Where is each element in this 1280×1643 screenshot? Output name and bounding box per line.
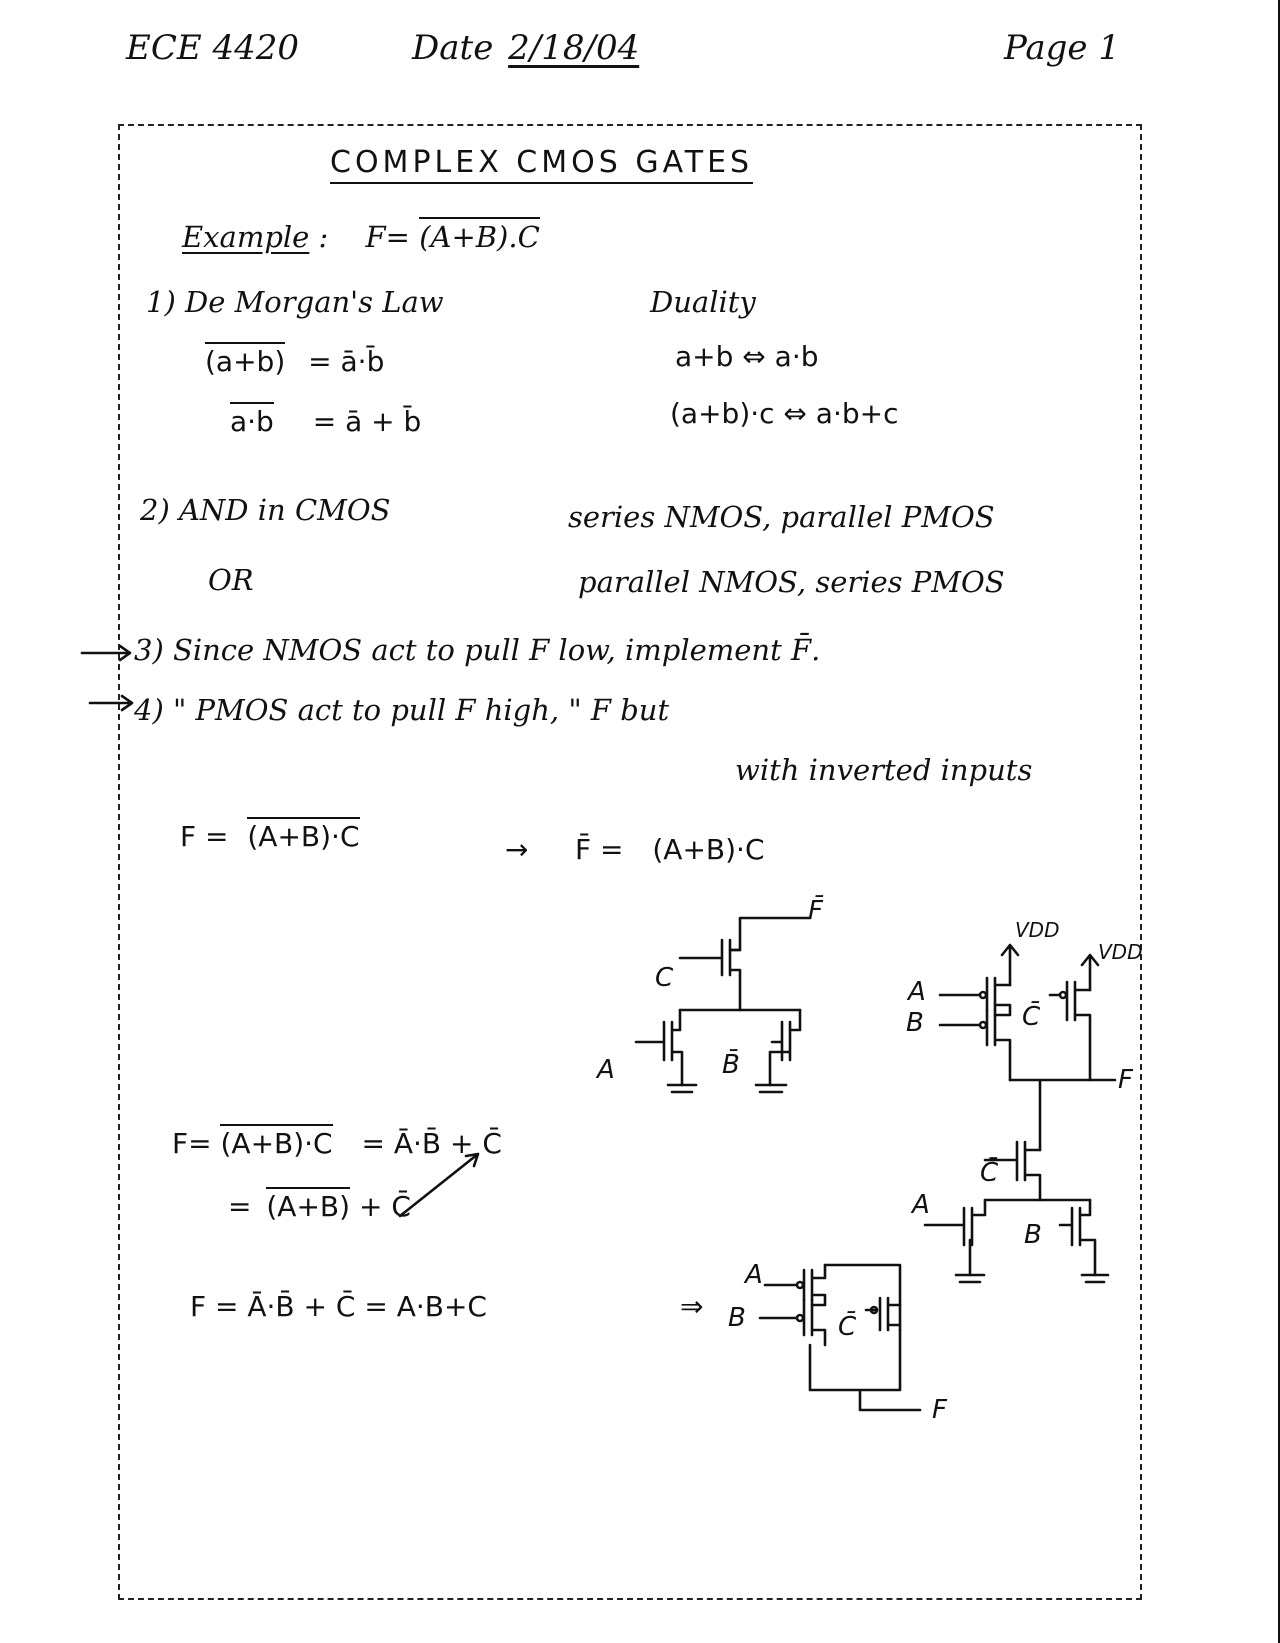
pullup-b-transistor bbox=[760, 1300, 825, 1345]
date-label: Date bbox=[412, 28, 494, 68]
pullup-a-transistor bbox=[765, 1265, 825, 1305]
bbar-input-label: B̄ bbox=[722, 1050, 740, 1080]
pmos-b-label: B bbox=[906, 1008, 924, 1038]
output-node bbox=[1010, 1080, 1115, 1150]
and-cmos-label: 2) AND in CMOS bbox=[140, 493, 391, 527]
cmos-gate-network bbox=[925, 945, 1115, 1282]
example-expression: (A+B).C bbox=[419, 217, 540, 254]
ground-a bbox=[668, 1085, 696, 1092]
nmos-a-label: A bbox=[912, 1190, 930, 1220]
duality-1: a+b ⇔ a·b bbox=[675, 340, 819, 373]
implies-arrow: → bbox=[505, 833, 529, 866]
f-output-label: F bbox=[1118, 1065, 1133, 1095]
margin-arrow-4 bbox=[90, 696, 132, 710]
course-code: ECE 4420 bbox=[126, 28, 299, 68]
nmos-a-transistor bbox=[636, 1010, 682, 1085]
step-4-line1: 4) " PMOS act to pull F high, " F but bbox=[134, 693, 670, 727]
law2-lhs: a·b bbox=[230, 402, 274, 438]
ground-bbar bbox=[756, 1085, 786, 1092]
date-value: 2/18/04 bbox=[508, 28, 640, 68]
fbar-output-wire bbox=[730, 918, 810, 950]
and-cmos-rule: series NMOS, parallel PMOS bbox=[568, 500, 995, 534]
nmos-cbar-label: C̄ bbox=[980, 1158, 999, 1188]
example-lhs: F= bbox=[365, 220, 410, 254]
pmos-cbar-bubble bbox=[1060, 992, 1066, 998]
pmos-a-bubble bbox=[980, 992, 986, 998]
step-4-line2: with inverted inputs bbox=[735, 753, 1033, 787]
eq2-expression: (A+B)·C bbox=[220, 1124, 332, 1160]
fbar-output-label: F̄ bbox=[808, 896, 823, 926]
nmos-a2-transistor bbox=[925, 1200, 985, 1275]
a-input-label: A bbox=[597, 1055, 615, 1085]
nmos-b-label: B bbox=[1024, 1220, 1042, 1250]
eq2-line2-expr: (A+B) bbox=[266, 1187, 350, 1223]
fbar-lhs: F̄ = bbox=[575, 833, 624, 866]
pullup-bottom-rail bbox=[810, 1330, 920, 1410]
law1-lhs: (a+b) bbox=[205, 342, 285, 378]
nmos-c-transistor bbox=[680, 940, 740, 1010]
step-3: 3) Since NMOS act to pull F low, implement F̄. bbox=[134, 633, 821, 667]
nmos-bbar-transistor bbox=[770, 1010, 800, 1085]
example-label: Example bbox=[182, 220, 310, 254]
page-title: COMPLEX CMOS GATES bbox=[330, 145, 753, 184]
duality-2: (a+b)·c ⇔ a·b+c bbox=[670, 397, 899, 430]
eq2-line2-rest: + C̄ bbox=[358, 1190, 411, 1223]
pullup-cbar-label: C̄ bbox=[838, 1312, 857, 1342]
eq2-rhs: = Ā·B̄ + C̄ bbox=[361, 1127, 502, 1160]
pullup-b-label: B bbox=[728, 1303, 746, 1333]
duality-heading: Duality bbox=[650, 285, 756, 319]
pmos-b-bubble bbox=[980, 1022, 986, 1028]
pmos-cbar-transistor bbox=[1050, 982, 1090, 1080]
pullup-cbar-transistor bbox=[866, 1298, 900, 1330]
vdd-arrow-2 bbox=[1082, 955, 1098, 990]
pullup-f-label: F bbox=[932, 1395, 947, 1425]
vdd-arrow-1 bbox=[1002, 945, 1018, 985]
pmos-a-label: A bbox=[908, 977, 926, 1007]
implies-symbol: ⇒ bbox=[680, 1290, 704, 1323]
nmos-b2-transistor bbox=[1060, 1200, 1095, 1275]
law1-rhs: = ā·b̄ bbox=[308, 345, 385, 378]
ground-b2 bbox=[1082, 1275, 1108, 1282]
eq2-line2-eq: = bbox=[228, 1190, 252, 1223]
vdd-label-1: VDD bbox=[1015, 918, 1060, 942]
pmos-a-to-b-wire bbox=[995, 1005, 1010, 1015]
pmos-b-transistor bbox=[940, 1010, 1010, 1080]
pmos-cbar-label: C̄ bbox=[1022, 1002, 1041, 1032]
fbar-expression: (A+B)·C bbox=[652, 833, 765, 866]
f-expression: (A+B)·C bbox=[247, 817, 359, 853]
page-number: Page 1 bbox=[1004, 28, 1120, 68]
example-colon: : bbox=[318, 220, 329, 254]
ground-a2 bbox=[956, 1275, 984, 1282]
f-final-equation: F = Ā·B̄ + C̄ = A·B+C bbox=[190, 1290, 487, 1323]
pullup-b-bubble bbox=[797, 1315, 803, 1321]
vdd-label-2: VDD bbox=[1098, 940, 1143, 964]
law2-rhs: = ā + b̄ bbox=[312, 405, 422, 438]
f-lhs: F = bbox=[180, 820, 229, 853]
hint-arrow bbox=[400, 1154, 478, 1216]
pullup-a-bubble bbox=[797, 1282, 803, 1288]
pullup-a-label: A bbox=[745, 1260, 763, 1290]
c-input-label: C bbox=[655, 963, 674, 993]
demorgan-heading: 1) De Morgan's Law bbox=[146, 285, 444, 319]
or-cmos-rule: parallel NMOS, series PMOS bbox=[578, 565, 1005, 599]
eq2-lhs: F= bbox=[172, 1127, 212, 1160]
margin-arrow-3 bbox=[82, 646, 130, 660]
or-cmos-label: OR bbox=[208, 563, 254, 597]
